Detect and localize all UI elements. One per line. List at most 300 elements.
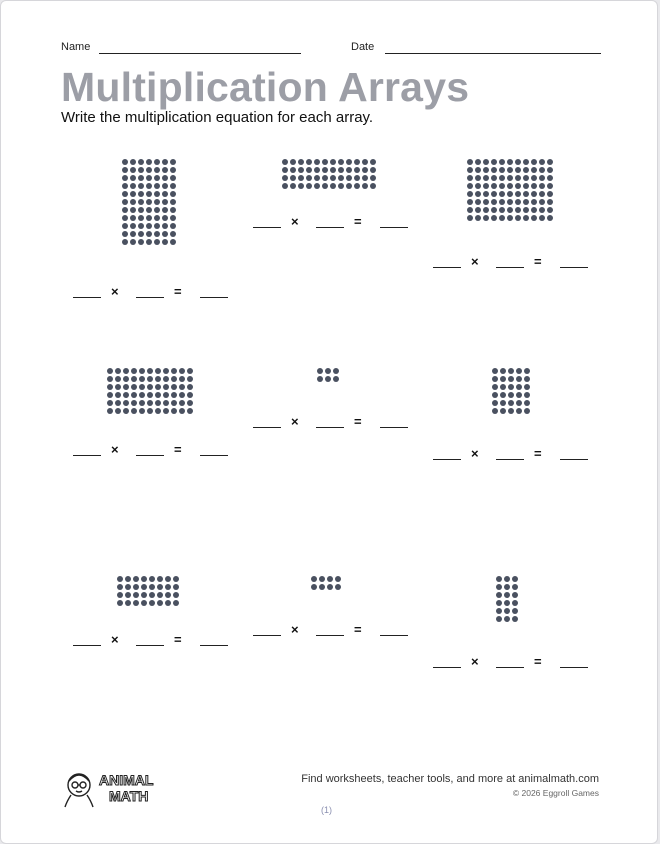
array-dot bbox=[107, 392, 113, 398]
array-dot bbox=[499, 191, 505, 197]
array-dot bbox=[499, 215, 505, 221]
answer-blank[interactable] bbox=[433, 667, 461, 668]
array-dot bbox=[531, 207, 537, 213]
array-dot bbox=[162, 223, 168, 229]
array-dot bbox=[146, 167, 152, 173]
array-dot bbox=[539, 191, 545, 197]
answer-blank[interactable] bbox=[433, 267, 461, 268]
answer-blank[interactable] bbox=[316, 227, 344, 228]
array-dot bbox=[122, 159, 128, 165]
array-dot bbox=[504, 584, 510, 590]
array-dot bbox=[131, 408, 137, 414]
array-dot bbox=[298, 159, 304, 165]
equals-symbol: = bbox=[174, 284, 182, 299]
array-dot bbox=[467, 167, 473, 173]
array-dot bbox=[475, 215, 481, 221]
array-dot bbox=[500, 408, 506, 414]
array-dot bbox=[130, 175, 136, 181]
array-dot bbox=[122, 183, 128, 189]
array-dot bbox=[117, 592, 123, 598]
array-dot bbox=[170, 167, 176, 173]
array-dot bbox=[170, 223, 176, 229]
array-dot bbox=[170, 159, 176, 165]
array-dot bbox=[547, 207, 553, 213]
array-dot bbox=[298, 183, 304, 189]
answer-blank[interactable] bbox=[253, 635, 281, 636]
answer-blank[interactable] bbox=[433, 459, 461, 460]
times-symbol: × bbox=[111, 442, 119, 457]
array-dot bbox=[370, 159, 376, 165]
array-dot bbox=[115, 392, 121, 398]
equation-row bbox=[253, 623, 409, 639]
array-dot bbox=[157, 600, 163, 606]
array-dot bbox=[162, 167, 168, 173]
array-dot bbox=[496, 616, 502, 622]
array-dot bbox=[491, 215, 497, 221]
array-dot bbox=[322, 183, 328, 189]
array-dot bbox=[516, 392, 522, 398]
answer-blank[interactable] bbox=[380, 227, 408, 228]
array-dot bbox=[500, 400, 506, 406]
times-symbol: × bbox=[471, 654, 479, 669]
array-dot bbox=[354, 175, 360, 181]
array-dot bbox=[370, 175, 376, 181]
array-dot bbox=[187, 400, 193, 406]
answer-blank[interactable] bbox=[73, 297, 101, 298]
array-dot bbox=[507, 167, 513, 173]
array-dot bbox=[354, 183, 360, 189]
array-dot bbox=[512, 576, 518, 582]
answer-blank[interactable] bbox=[560, 459, 588, 460]
answer-blank[interactable] bbox=[136, 455, 164, 456]
array-dot bbox=[508, 392, 514, 398]
array-dot bbox=[512, 584, 518, 590]
array-dot bbox=[187, 384, 193, 390]
answer-blank[interactable] bbox=[560, 667, 588, 668]
array-dot bbox=[524, 400, 530, 406]
array-dot bbox=[330, 167, 336, 173]
dot-array bbox=[282, 159, 376, 189]
array-dot bbox=[515, 199, 521, 205]
array-dot bbox=[149, 600, 155, 606]
equation-row bbox=[73, 633, 229, 649]
array-dot bbox=[154, 159, 160, 165]
array-dot bbox=[290, 183, 296, 189]
answer-blank[interactable] bbox=[73, 455, 101, 456]
array-dot bbox=[173, 592, 179, 598]
array-dot bbox=[170, 231, 176, 237]
array-dot bbox=[370, 183, 376, 189]
array-dot bbox=[483, 215, 489, 221]
array-dot bbox=[115, 408, 121, 414]
array-dot bbox=[524, 376, 530, 382]
array-dot bbox=[122, 223, 128, 229]
array-dot bbox=[504, 616, 510, 622]
array-dot bbox=[314, 159, 320, 165]
array-dot bbox=[130, 223, 136, 229]
answer-blank[interactable] bbox=[200, 455, 228, 456]
array-dot bbox=[475, 191, 481, 197]
array-dot bbox=[139, 408, 145, 414]
array-dot bbox=[163, 400, 169, 406]
array-dot bbox=[122, 175, 128, 181]
array-dot bbox=[162, 175, 168, 181]
array-dot bbox=[122, 191, 128, 197]
array-dot bbox=[539, 183, 545, 189]
animal-math-logo bbox=[61, 765, 171, 809]
array-dot bbox=[524, 368, 530, 374]
answer-blank[interactable] bbox=[560, 267, 588, 268]
array-dot bbox=[475, 175, 481, 181]
array-dot bbox=[325, 376, 331, 382]
page-number: (1) bbox=[321, 805, 332, 815]
array-dot bbox=[483, 207, 489, 213]
equals-symbol: = bbox=[354, 414, 362, 429]
array-dot bbox=[346, 175, 352, 181]
array-dot bbox=[155, 408, 161, 414]
array-dot bbox=[171, 376, 177, 382]
array-dot bbox=[154, 231, 160, 237]
logo-text-math: MATH bbox=[109, 788, 149, 804]
array-dot bbox=[179, 408, 185, 414]
array-dot bbox=[507, 175, 513, 181]
answer-blank[interactable] bbox=[496, 667, 524, 668]
array-dot bbox=[319, 576, 325, 582]
array-dot bbox=[163, 368, 169, 374]
array-dot bbox=[146, 207, 152, 213]
array-dot bbox=[139, 376, 145, 382]
array-dot bbox=[163, 408, 169, 414]
equation-row bbox=[253, 215, 409, 231]
equation-row bbox=[433, 447, 589, 463]
array-dot bbox=[154, 215, 160, 221]
array-dot bbox=[123, 376, 129, 382]
array-dot bbox=[492, 392, 498, 398]
array-dot bbox=[138, 191, 144, 197]
array-dot bbox=[122, 199, 128, 205]
array-dot bbox=[141, 592, 147, 598]
array-dot bbox=[322, 175, 328, 181]
answer-blank[interactable] bbox=[380, 635, 408, 636]
answer-blank[interactable] bbox=[200, 645, 228, 646]
array-dot bbox=[154, 223, 160, 229]
array-dot bbox=[523, 183, 529, 189]
array-dot bbox=[154, 175, 160, 181]
array-dot bbox=[311, 584, 317, 590]
array-dot bbox=[149, 584, 155, 590]
array-dot bbox=[122, 207, 128, 213]
array-dot bbox=[122, 167, 128, 173]
array-dot bbox=[496, 608, 502, 614]
array-dot bbox=[170, 175, 176, 181]
array-dot bbox=[130, 167, 136, 173]
array-dot bbox=[491, 167, 497, 173]
times-symbol: × bbox=[111, 632, 119, 647]
array-dot bbox=[155, 368, 161, 374]
array-dot bbox=[179, 384, 185, 390]
array-dot bbox=[171, 368, 177, 374]
array-dot bbox=[362, 159, 368, 165]
array-dot bbox=[499, 167, 505, 173]
array-dot bbox=[107, 408, 113, 414]
array-dot bbox=[346, 167, 352, 173]
equals-symbol: = bbox=[534, 254, 542, 269]
answer-blank[interactable] bbox=[73, 645, 101, 646]
array-dot bbox=[483, 191, 489, 197]
array-dot bbox=[282, 167, 288, 173]
array-dot bbox=[149, 592, 155, 598]
array-dot bbox=[147, 368, 153, 374]
answer-blank[interactable] bbox=[316, 635, 344, 636]
array-dot bbox=[139, 400, 145, 406]
array-dot bbox=[325, 368, 331, 374]
array-dot bbox=[531, 175, 537, 181]
array-dot bbox=[130, 199, 136, 205]
dot-array bbox=[467, 159, 553, 221]
array-dot bbox=[467, 159, 473, 165]
array-dot bbox=[491, 159, 497, 165]
array-dot bbox=[500, 368, 506, 374]
array-dot bbox=[507, 215, 513, 221]
array-dot bbox=[133, 600, 139, 606]
array-dot bbox=[499, 199, 505, 205]
array-dot bbox=[314, 175, 320, 181]
array-dot bbox=[524, 384, 530, 390]
instructions: Write the multiplication equation for each array. bbox=[61, 109, 374, 126]
array-dot bbox=[163, 376, 169, 382]
array-dot bbox=[117, 576, 123, 582]
array-dot bbox=[138, 231, 144, 237]
array-dot bbox=[162, 231, 168, 237]
array-dot bbox=[500, 384, 506, 390]
array-dot bbox=[306, 159, 312, 165]
array-dot bbox=[322, 159, 328, 165]
equals-symbol: = bbox=[534, 654, 542, 669]
array-dot bbox=[123, 392, 129, 398]
array-dot bbox=[467, 191, 473, 197]
answer-blank[interactable] bbox=[136, 645, 164, 646]
array-dot bbox=[335, 584, 341, 590]
array-dot bbox=[319, 584, 325, 590]
array-dot bbox=[516, 384, 522, 390]
array-dot bbox=[162, 191, 168, 197]
dot-array bbox=[117, 576, 179, 606]
array-dot bbox=[508, 408, 514, 414]
array-dot bbox=[141, 600, 147, 606]
array-dot bbox=[157, 584, 163, 590]
array-dot bbox=[547, 183, 553, 189]
array-dot bbox=[173, 584, 179, 590]
footer-link-text[interactable]: Find worksheets, teacher tools, and more at animalmath.com bbox=[301, 773, 599, 785]
array-dot bbox=[491, 191, 497, 197]
array-dot bbox=[467, 175, 473, 181]
array-dot bbox=[165, 584, 171, 590]
array-dot bbox=[147, 376, 153, 382]
array-dot bbox=[130, 239, 136, 245]
date-line bbox=[385, 53, 601, 54]
array-dot bbox=[504, 600, 510, 606]
array-dot bbox=[131, 400, 137, 406]
array-dot bbox=[290, 175, 296, 181]
array-dot bbox=[504, 608, 510, 614]
array-dot bbox=[333, 376, 339, 382]
array-dot bbox=[491, 175, 497, 181]
array-dot bbox=[516, 400, 522, 406]
array-dot bbox=[483, 167, 489, 173]
array-dot bbox=[531, 167, 537, 173]
array-dot bbox=[138, 207, 144, 213]
array-dot bbox=[531, 183, 537, 189]
array-dot bbox=[504, 576, 510, 582]
dot-array bbox=[496, 576, 518, 622]
array-dot bbox=[122, 231, 128, 237]
array-dot bbox=[139, 368, 145, 374]
array-dot bbox=[125, 584, 131, 590]
array-dot bbox=[507, 199, 513, 205]
array-dot bbox=[115, 376, 121, 382]
times-symbol: × bbox=[291, 622, 299, 637]
array-dot bbox=[362, 175, 368, 181]
array-dot bbox=[117, 584, 123, 590]
array-dot bbox=[138, 183, 144, 189]
answer-blank[interactable] bbox=[253, 227, 281, 228]
answer-blank[interactable] bbox=[496, 459, 524, 460]
answer-blank[interactable] bbox=[253, 427, 281, 428]
answer-blank[interactable] bbox=[496, 267, 524, 268]
array-dot bbox=[330, 175, 336, 181]
array-dot bbox=[539, 199, 545, 205]
times-symbol: × bbox=[111, 284, 119, 299]
array-dot bbox=[115, 368, 121, 374]
array-dot bbox=[515, 207, 521, 213]
array-dot bbox=[370, 167, 376, 173]
array-dot bbox=[547, 175, 553, 181]
array-dot bbox=[162, 239, 168, 245]
array-dot bbox=[298, 167, 304, 173]
array-dot bbox=[146, 191, 152, 197]
array-dot bbox=[524, 408, 530, 414]
array-dot bbox=[483, 175, 489, 181]
array-dot bbox=[165, 576, 171, 582]
array-dot bbox=[306, 167, 312, 173]
array-dot bbox=[508, 376, 514, 382]
array-dot bbox=[492, 376, 498, 382]
array-dot bbox=[491, 183, 497, 189]
array-dot bbox=[171, 400, 177, 406]
array-dot bbox=[298, 175, 304, 181]
answer-blank[interactable] bbox=[316, 427, 344, 428]
array-dot bbox=[499, 183, 505, 189]
array-dot bbox=[547, 199, 553, 205]
array-dot bbox=[330, 183, 336, 189]
array-dot bbox=[338, 183, 344, 189]
array-dot bbox=[483, 183, 489, 189]
array-dot bbox=[139, 392, 145, 398]
answer-blank[interactable] bbox=[380, 427, 408, 428]
dot-array bbox=[107, 368, 193, 414]
array-dot bbox=[123, 368, 129, 374]
array-dot bbox=[327, 584, 333, 590]
array-dot bbox=[317, 376, 323, 382]
array-dot bbox=[107, 400, 113, 406]
array-dot bbox=[491, 199, 497, 205]
array-dot bbox=[475, 159, 481, 165]
array-dot bbox=[146, 239, 152, 245]
array-dot bbox=[138, 223, 144, 229]
array-dot bbox=[179, 368, 185, 374]
array-dot bbox=[131, 368, 137, 374]
array-dot bbox=[335, 576, 341, 582]
array-dot bbox=[149, 576, 155, 582]
array-dot bbox=[515, 159, 521, 165]
array-dot bbox=[147, 392, 153, 398]
array-dot bbox=[122, 215, 128, 221]
array-dot bbox=[512, 608, 518, 614]
array-dot bbox=[507, 207, 513, 213]
array-dot bbox=[499, 159, 505, 165]
array-dot bbox=[146, 215, 152, 221]
array-dot bbox=[157, 576, 163, 582]
array-dot bbox=[133, 592, 139, 598]
array-dot bbox=[130, 159, 136, 165]
array-dot bbox=[492, 400, 498, 406]
array-dot bbox=[496, 584, 502, 590]
array-dot bbox=[306, 183, 312, 189]
array-dot bbox=[531, 215, 537, 221]
array-dot bbox=[492, 384, 498, 390]
dot-array bbox=[492, 368, 530, 414]
array-dot bbox=[539, 167, 545, 173]
array-dot bbox=[531, 191, 537, 197]
array-dot bbox=[179, 376, 185, 382]
array-dot bbox=[170, 183, 176, 189]
array-dot bbox=[123, 384, 129, 390]
answer-blank[interactable] bbox=[200, 297, 228, 298]
array-dot bbox=[146, 199, 152, 205]
array-dot bbox=[492, 408, 498, 414]
array-dot bbox=[475, 199, 481, 205]
array-dot bbox=[133, 576, 139, 582]
answer-blank[interactable] bbox=[136, 297, 164, 298]
array-dot bbox=[317, 368, 323, 374]
array-dot bbox=[155, 400, 161, 406]
array-dot bbox=[131, 384, 137, 390]
array-dot bbox=[147, 384, 153, 390]
array-dot bbox=[491, 207, 497, 213]
array-dot bbox=[138, 215, 144, 221]
array-dot bbox=[475, 207, 481, 213]
name-label: Name bbox=[61, 41, 91, 53]
array-dot bbox=[539, 215, 545, 221]
array-dot bbox=[483, 199, 489, 205]
times-symbol: × bbox=[291, 214, 299, 229]
times-symbol: × bbox=[471, 446, 479, 461]
array-dot bbox=[327, 576, 333, 582]
array-dot bbox=[504, 592, 510, 598]
equation-row bbox=[253, 415, 409, 431]
array-dot bbox=[314, 167, 320, 173]
array-dot bbox=[516, 376, 522, 382]
array-dot bbox=[322, 167, 328, 173]
array-dot bbox=[187, 392, 193, 398]
array-dot bbox=[179, 392, 185, 398]
array-dot bbox=[171, 392, 177, 398]
array-dot bbox=[139, 384, 145, 390]
array-dot bbox=[162, 159, 168, 165]
array-dot bbox=[523, 199, 529, 205]
array-dot bbox=[107, 376, 113, 382]
array-dot bbox=[282, 175, 288, 181]
